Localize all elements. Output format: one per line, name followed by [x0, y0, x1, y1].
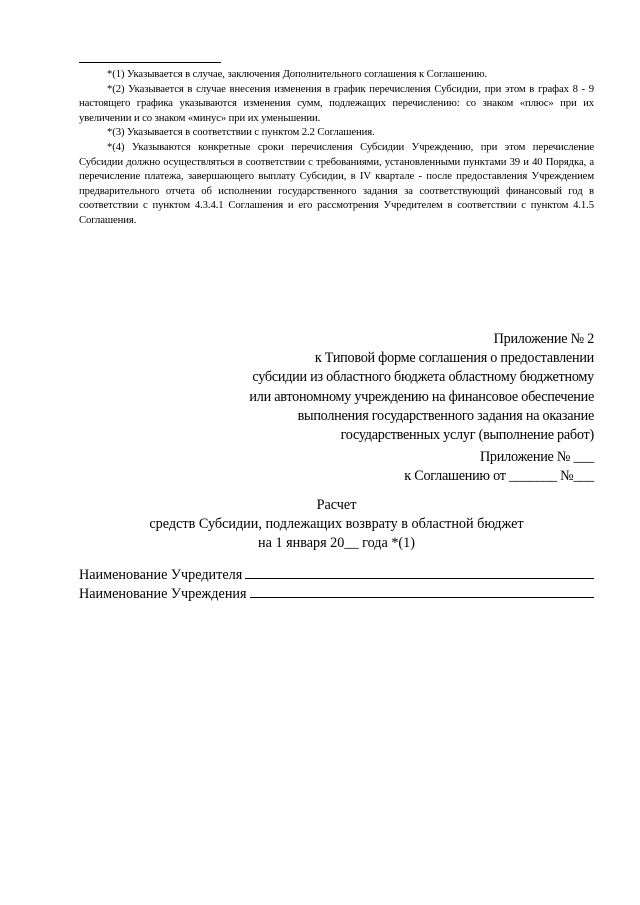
calculation-line: на 1 января 20__ года *(1) [258, 535, 415, 552]
appendix-line: или автономному учреждению на финансовое обеспечение [249, 388, 594, 405]
footnote-1: *(1) Указывается в случае, заключения Дополнительного соглашения к Соглашению. [107, 68, 488, 80]
appendix-line: государственных услуг (выполнение работ) [340, 427, 594, 444]
name-fields [79, 566, 599, 604]
appendix-line: к Типовой форме соглашения о предоставлении [314, 350, 594, 367]
appendix-title: Приложение № 2 [493, 331, 594, 347]
founder-name-row [79, 566, 599, 585]
founder-name-label: Наименование Учредителя [79, 567, 243, 583]
appendix-header [249, 330, 594, 445]
agreement-appendix-header [404, 448, 594, 486]
agreement-appendix-subtitle: к Соглашению от _______ №___ [404, 468, 594, 485]
footnote-divider [79, 62, 221, 63]
institution-name-label: Наименование Учреждения [79, 585, 247, 602]
footnote-2: *(2) Указывается в случае внесения изменения в график перечисления Субсидии, при этом в графах 8 - 9 настоящего графика указываются изменения сумм, подлежащих перечислению: со знаком «плюс» при их увеличении и со знаком «минус» при их уменьшении. [79, 82, 594, 124]
institution-name-field[interactable] [250, 585, 594, 598]
appendix-line: субсидии из областного бюджета областному бюджетному [252, 369, 594, 386]
agreement-appendix-title: Приложение № ___ [479, 449, 594, 465]
footnotes [79, 67, 594, 228]
footnote-4: *(4) Указываются конкретные сроки перечисления Субсидии Учреждению, при этом перечисление Субсидии должно осуществляться в соответствии с требованиями, установленными пунктами 39 и 40 Порядка, а перечисление платежа, завершающего выплату Субсидии, в IV квартале - после предоставления Учреждением предварительного отчета об исполнении государственного задания за соответствующий финансовый год в соответствии с пунктом 4.3.4.1 Соглашения и его рассмотрения Учредителем в соответствии с пунктом 4.1.5 Соглашения. [79, 140, 594, 226]
calculation-title [79, 496, 594, 554]
appendix-line: выполнения государственного задания на оказание [297, 407, 594, 424]
institution-name-row [79, 585, 599, 604]
calculation-line: средств Субсидии, подлежащих возврату в областной бюджет [149, 516, 524, 533]
footnote-3: *(3) Указывается в соответствии с пунктом 2.2 Соглашения. [107, 126, 375, 139]
calculation-heading: Расчет [316, 497, 357, 513]
founder-name-field[interactable] [245, 566, 594, 579]
